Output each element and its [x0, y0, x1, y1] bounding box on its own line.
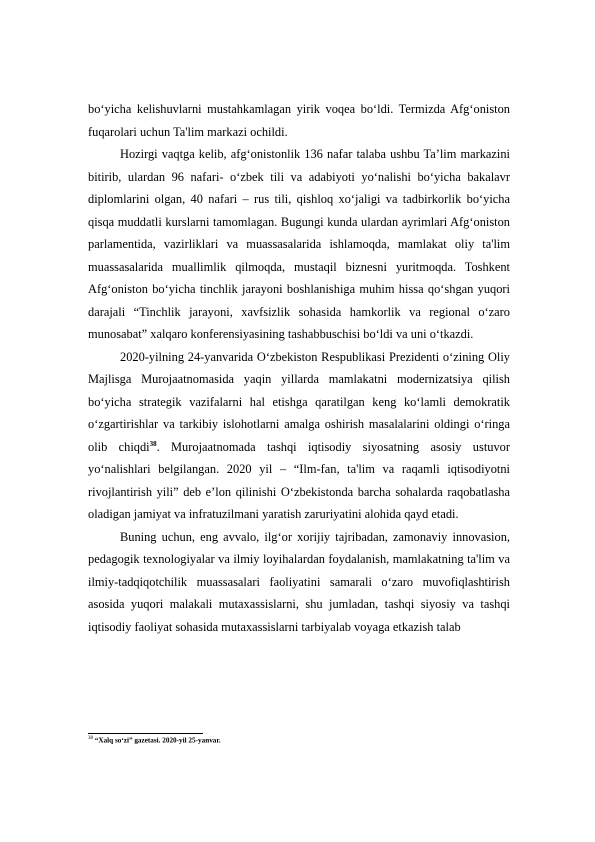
footnote-text: “Xalq soʻzi” gazetasi. 2020-yil 25-yanvar.	[93, 736, 221, 745]
document-body	[88, 98, 510, 638]
footnote-reference[interactable]: 38	[149, 439, 157, 448]
paragraph-4: Buning uchun, eng avvalo, ilgʻor xorijiy tajribadan, zamonaviy innovasion, pedagogik texnologiyalar va ilmiy loyihalardan foydalanish, mamlakatning ta'lim va ilmiy-tadqiqotchilik muassasalari faoliyatini samarali oʻzaro muvofiqlashtirish asosida yuqori malakali mutaxassislarni, shu jumladan, tashqi siyosiy va tashqi iqtisodiy faoliyat sohasida mutaxassislarni tarbiyalab voyaga etkazish talab	[88, 529, 510, 634]
footnote-number: 38	[88, 736, 93, 741]
paragraph-3	[88, 346, 510, 526]
paragraph-3-text-before: 2020-yilning 24-yanvarida Oʻzbekiston Respublikasi Prezidenti oʻzining Oliy Majlisga Murojaatnomasida yaqin yillarda mamlakatni modernizatsiya qilish boʻyicha strategik vazifalarni hal etishga qaratilgan keng koʻlamli demokratik oʻzgartirishlar va tarkibiy islohotlarni amalga oshirish masalalarini oldingi oʻringa olib chiqdi	[88, 349, 510, 454]
footnote	[88, 734, 510, 745]
paragraph-1: boʻyicha kelishuvlarni mustahkamlagan yirik voqea boʻldi. Termizda Afgʻoniston fuqarolari uchun Ta'lim markazi ochildi.	[88, 102, 510, 139]
paragraph-3-text-after: . Murojaatnomada tashqi iqtisodiy siyosatning asosiy ustuvor yoʻnalishlari belgilangan. 2020 yil – “Ilm-fan, ta'lim va raqamli iqtisodiyotni rivojlantirish yili” deb e’lon qilinishi Oʻzbekistonda barcha sohalarda raqobatlasha oladigan jamiyat va infratuzilmani yaratish zaruriyatini alohida qayd etadi.	[88, 439, 510, 521]
paragraph-2: Hozirgi vaqtga kelib, afgʻonistonlik 136 nafar talaba ushbu Ta’lim markazini bitirib, ulardan 96 nafari- oʻzbek tili va adabiyoti yoʻnalishi boʻyicha bakalavr diplomlarini olgan, 40 nafari – rus tili, qishloq xoʻjaligi va tadbirkorlik boʻyicha qisqa muddatli kurslarni tamomlagan. Bugungi kunda ulardan ayrimlari Afgʻoniston parlamentida, vazirliklari va muassasalarida ishlamoqda, mamlakat oliy ta'lim muassasalarida muallimlik qilmoqda, mustaqil biznesni yuritmoqda. Toshkent Afgʻoniston boʻyicha tinchlik jarayoni boshlanishiga muhim hissa qoʻshgan yuqori darajali “Tinchlik jarayoni, xavfsizlik sohasida hamkorlik va regional oʻzaro munosabat” xalqaro konferensiyasining tashabbuschisi boʻldi va uni oʻtkazdi.	[88, 147, 510, 341]
